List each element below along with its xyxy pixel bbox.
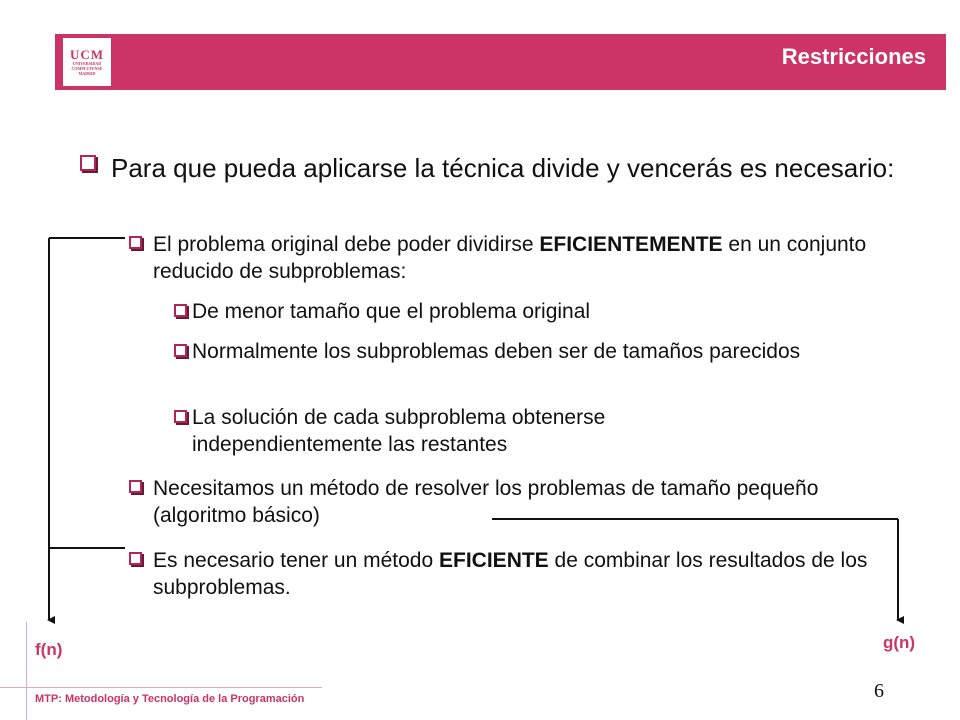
item-basic-algorithm-text: Necesitamos un método de resolver los problemas de tamaño pequeño (algoritmo básico) — [153, 477, 819, 527]
logo-line-3: MADRID — [78, 70, 96, 76]
item-split-bold: EFICIENTEMENTE — [539, 233, 723, 256]
logo-crest: UCM — [69, 46, 105, 62]
sub-item-similar-text: Normalmente los subproblemas deben ser de tamaños parecidos — [192, 340, 801, 363]
item-split-before: El problema original debe poder dividirse — [153, 233, 540, 256]
f-connector — [49, 238, 125, 620]
item-combine-bold: EFICIENTE — [439, 549, 549, 572]
page-number: 6 — [874, 680, 884, 702]
logo-line-2: COMPLUTENSE — [71, 65, 103, 71]
footer-divider-vertical — [26, 622, 27, 720]
slide-title: Restricciones — [781, 44, 926, 69]
logo-line-1: UNIVERSIDAD — [72, 60, 102, 66]
footer-divider-horizontal — [0, 687, 322, 688]
g-n-label: g(n) — [883, 633, 916, 652]
item-combine-before: Es necesario tener un método — [153, 549, 440, 572]
footer-course-title: MTP: Metodología y Tecnología de la Programación — [35, 693, 305, 705]
f-n-label: f(n) — [35, 640, 63, 659]
g-connector — [492, 519, 898, 620]
sub-item-size-text: De menor tamaño que el problema original — [192, 300, 591, 323]
sub-item-independent-text: La solución de cada subproblema obtenerse independientemente las restantes — [192, 406, 606, 456]
item-split-after: en un conjunto reducido de subproblemas: — [153, 233, 867, 283]
main-bullet-text: Para que pueda aplicarse la técnica divide y vencerás es necesario: — [111, 153, 895, 183]
item-combine-after: de combinar los resultados de los subproblemas. — [153, 549, 868, 599]
